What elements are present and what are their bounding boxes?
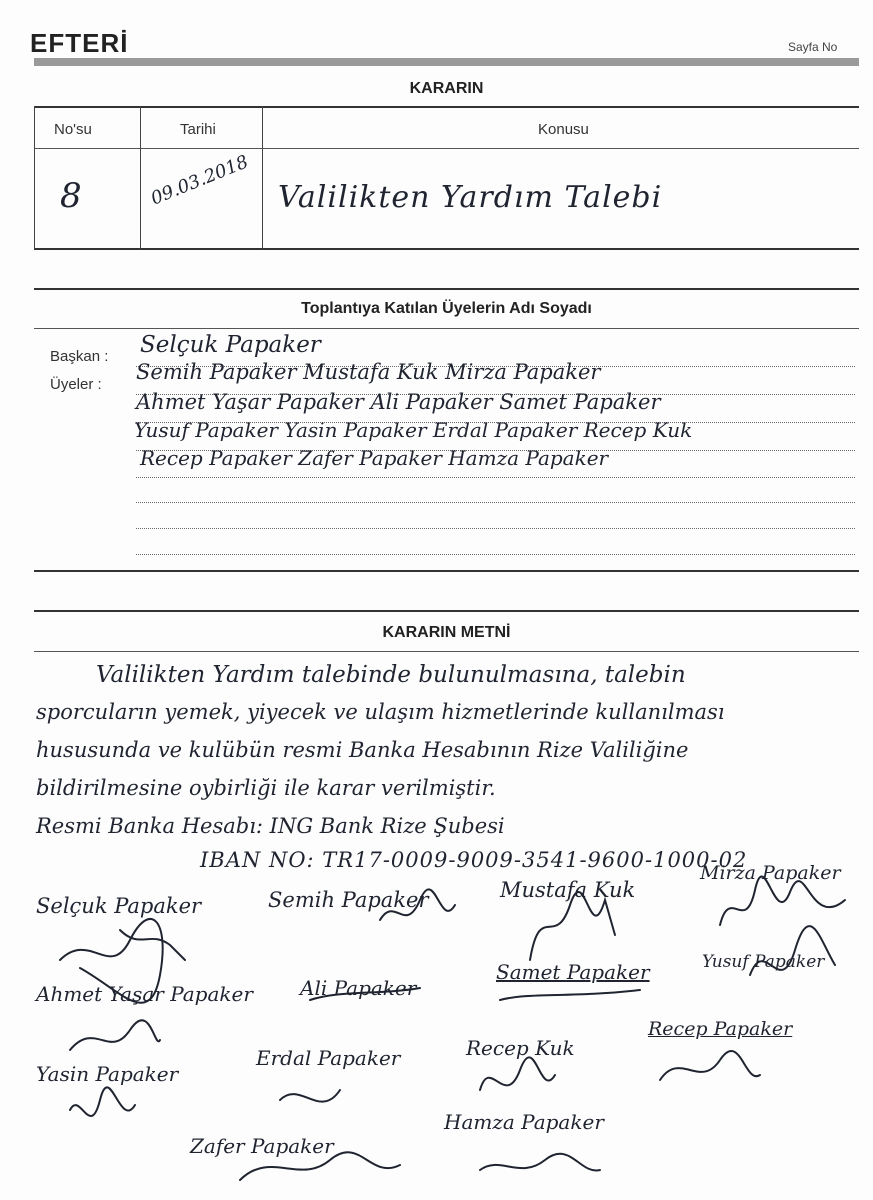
decision-text-line: IBAN NO: TR17-0009-9009-3541-9600-1000-02 (200, 848, 748, 872)
members-label: Üyeler : (50, 376, 102, 393)
signature-name: Selçuk Papaker (36, 894, 202, 918)
signature-name: Recep Kuk (466, 1036, 575, 1060)
attendees-title: Toplantıya Katılan Üyelerin Adı Soyadı (301, 300, 592, 317)
page-number-label: Sayfa No (788, 40, 838, 54)
signature-name: Samet Papaker (496, 960, 650, 984)
decision-title: KARARIN METNİ (382, 624, 511, 641)
signature-name: Semih Papaker (268, 888, 429, 912)
signature-name: Yusuf Papaker (702, 952, 825, 972)
decision-date: 09.03.2018 (148, 151, 252, 210)
signature-name: Mustafa Kuk (500, 878, 636, 902)
signature-name: Erdal Papaker (256, 1046, 401, 1070)
column-date: Tarihi (180, 121, 216, 138)
signature-name: Hamza Papaker (444, 1110, 604, 1134)
member-line: Semih Papaker Mustafa Kuk Mirza Papaker (136, 360, 601, 384)
signature-name: Ali Papaker (300, 976, 417, 1000)
chair-name: Selçuk Papaker (140, 332, 321, 358)
decision-text-line: Resmi Banka Hesabı: ING Bank Rize Şubesi (36, 814, 505, 838)
book-title: EFTERİ (30, 28, 129, 58)
member-line: Ahmet Yaşar Papaker Ali Papaker Samet Papaker (136, 390, 661, 414)
member-line: Recep Papaker Zafer Papaker Hamza Papaker (140, 446, 609, 470)
decision-subject: Valilikten Yardım Talebi (278, 180, 663, 215)
signature-name: Ahmet Yaşar Papaker (36, 982, 253, 1006)
decision-text-line: Valilikten Yardım talebinde bulunulmasına, talebin (96, 662, 686, 688)
signature-name: Recep Papaker (648, 1018, 793, 1040)
decision-text-line: bildirilmesine oybirliği ile karar verilmiştir. (36, 776, 496, 800)
column-no: No'su (54, 121, 92, 138)
member-line: Yusuf Papaker Yasin Papaker Erdal Papaker Recep Kuk (134, 418, 693, 442)
decision-text-line: sporcuların yemek, yiyecek ve ulaşım hizmetlerinde kullanılması (36, 700, 725, 724)
kararin-title: KARARIN (409, 80, 484, 97)
chair-label: Başkan : (50, 348, 109, 365)
decision-text-line: hususunda ve kulübün resmi Banka Hesabının Rize Valiliğine (36, 738, 689, 762)
decision-number: 8 (60, 176, 82, 216)
signature-name: Zafer Papaker (190, 1134, 334, 1158)
column-subject: Konusu (538, 121, 589, 138)
signature-name: Yasin Papaker (36, 1062, 179, 1086)
signature-name: Mirza Papaker (700, 862, 841, 884)
